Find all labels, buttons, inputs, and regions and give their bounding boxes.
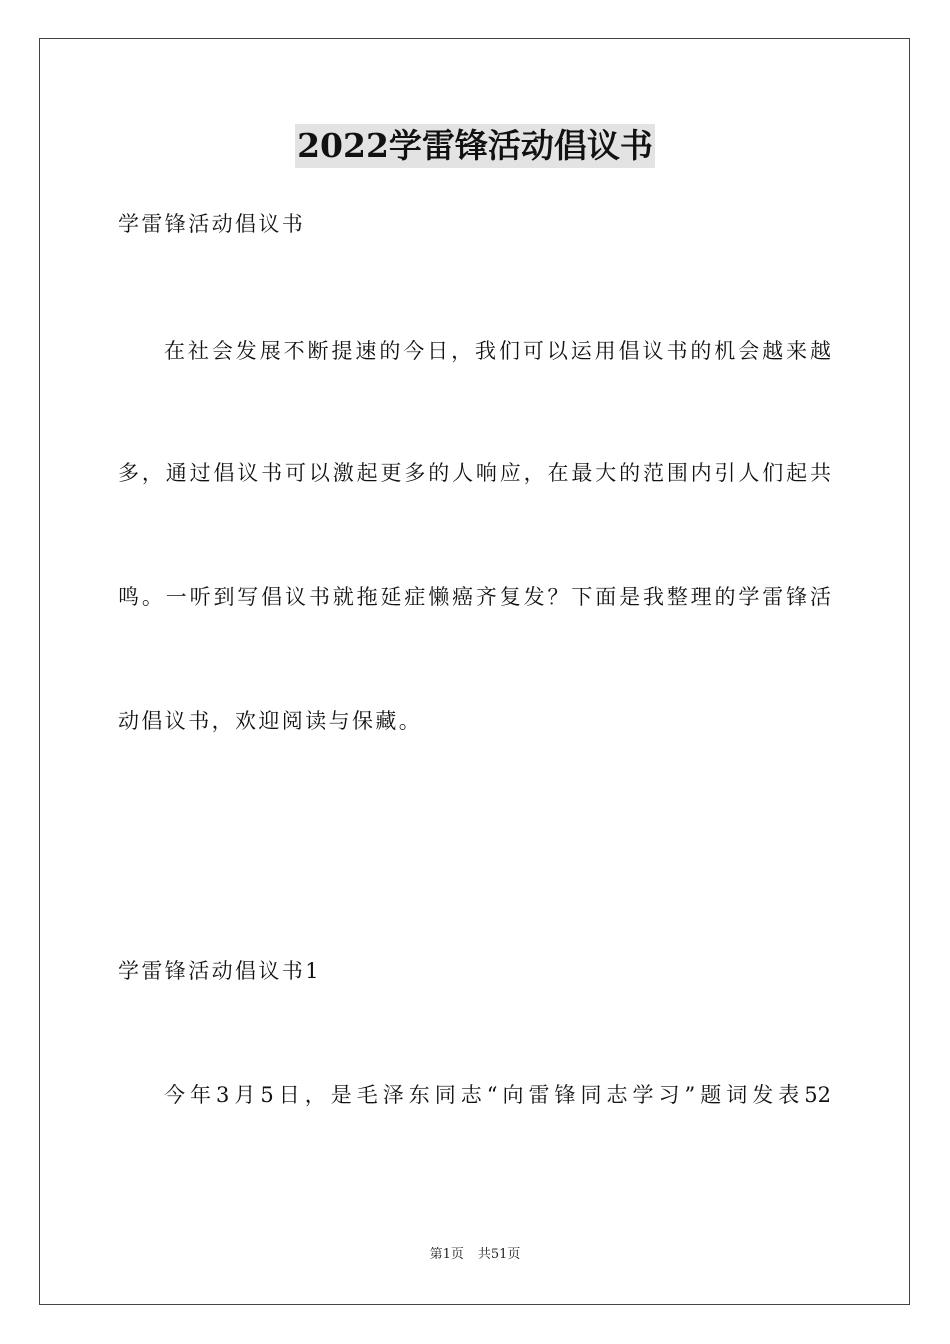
document-subtitle: 学雷锋活动倡议书 — [118, 212, 306, 236]
intro-line-2: 多，通过倡议书可以激起更多的人响应，在最大的范围内引人们起共 — [118, 461, 831, 485]
intro-line-1: 在社会发展不断提速的今日，我们可以运用倡议书的机会越来越 — [164, 339, 831, 363]
section-heading: 学雷锋活动倡议书1 — [118, 959, 321, 983]
document-title — [0, 124, 950, 168]
page-number: 第1页 — [429, 1247, 464, 1262]
intro-line-3: 鸣。一听到写倡议书就拖延症懒癌齐复发？下面是我整理的学雷锋活 — [118, 585, 831, 609]
intro-line-4: 动倡议书，欢迎阅读与保藏。 — [118, 709, 423, 733]
section-line-1: 今年3月5日，是毛泽东同志“向雷锋同志学习”题词发表52 — [164, 1083, 831, 1107]
page-footer — [0, 1246, 950, 1264]
document-title-text: 2022学雷锋活动倡议书 — [295, 124, 655, 168]
page-total: 共51页 — [477, 1247, 521, 1262]
